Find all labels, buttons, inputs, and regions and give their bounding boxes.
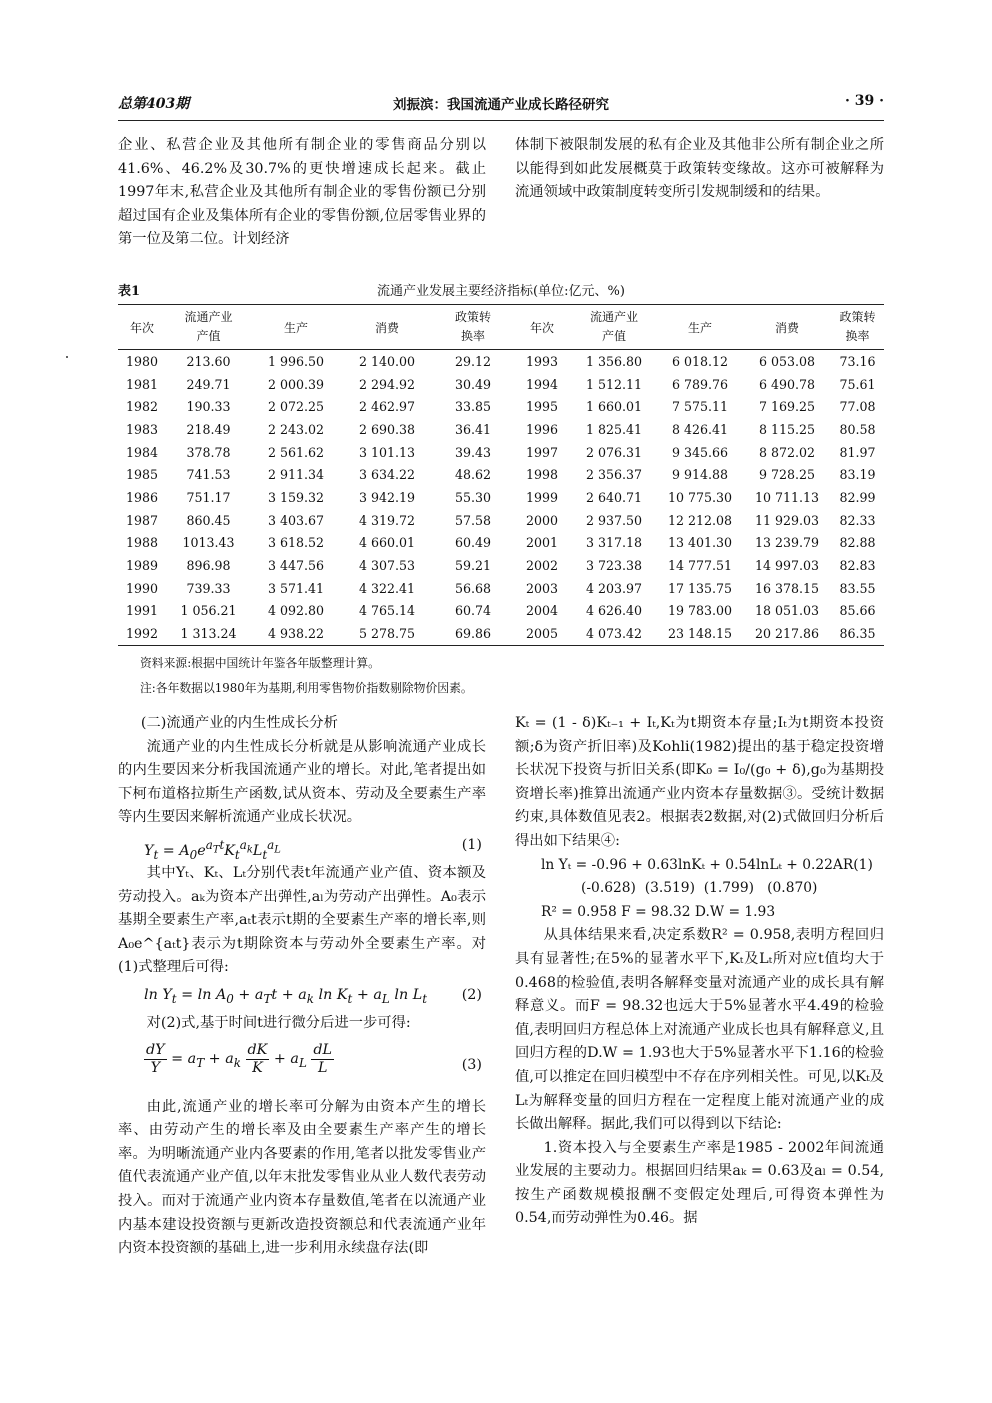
table-cell: 16 378.15	[754, 580, 820, 596]
left-column	[118, 712, 486, 1261]
table-cell: 9 345.66	[671, 444, 729, 460]
table-row	[118, 600, 884, 623]
col-policy: 政策转 换率	[831, 305, 884, 350]
table-cell: 378.78	[186, 444, 231, 460]
table-cell: 2 243.02	[267, 421, 325, 437]
table-row	[118, 373, 884, 396]
table-cell: 2 462.97	[358, 399, 416, 415]
table-cell: 2 356.37	[585, 467, 643, 483]
col-consumption: 消费	[341, 305, 433, 350]
table-cell: 11 929.03	[754, 512, 820, 528]
table-cell: 1 825.41	[585, 421, 643, 437]
table-cell: 23 148.15	[657, 622, 743, 645]
table-cell: 860.45	[186, 512, 231, 528]
equation-3-number: (3)	[461, 1056, 482, 1073]
col-policy: 政策转 换率	[433, 305, 513, 350]
table-cell: 10 775.30	[667, 489, 733, 505]
table-cell: 59.21	[454, 558, 492, 574]
running-header	[118, 93, 884, 117]
table-row	[118, 509, 884, 532]
table-label: 表1	[118, 284, 141, 299]
table-cell: 4 322.41	[358, 580, 416, 596]
table-cell: 3 159.32	[267, 489, 325, 505]
table-row	[118, 418, 884, 441]
table-cell: 4 307.53	[358, 558, 416, 574]
equation-1	[144, 834, 486, 862]
table-row	[118, 622, 884, 645]
equation-1-number: (1)	[461, 836, 482, 853]
table-cell: 81.97	[839, 444, 876, 460]
table-cell: 1981	[125, 376, 159, 392]
right-paragraph-1: Kₜ = (1 - δ)Kₜ₋₁ + Iₜ,Kₜ为t期资本存量;Iₜ为t期资本投资额;δ为资产折旧率)及Kohli(1982)提出的基于稳定投资增长状况下投资与折旧关系(即K₀ = I₀/(g₀ + δ),g₀为基期投资增长率)推算出流通产业内资本存量数据③。受统计数据约束,具体数值见表2。根据表2数据,对(2)式做回归分析后得出如下结果④:	[515, 715, 884, 849]
section-heading: (二)流通产业的内生性成长分析	[140, 715, 338, 731]
col-output: 流通产业 产值	[571, 305, 657, 350]
col-year: 年次	[118, 305, 166, 350]
table-cell: 2 561.62	[267, 444, 325, 460]
table-cell: 1998	[525, 467, 559, 483]
equation-1-body: $Y_t = A_0e^{a_Tt}K_t^{a_k}L_t^{a_L}$	[144, 837, 281, 862]
running-title: 刘振滨：我国流通产业成长路径研究	[393, 97, 609, 113]
table-cell: 2 140.00	[358, 353, 416, 369]
issue-number: 总第403期	[118, 96, 190, 112]
left-paragraph-4: 由此,流通产业的增长率可分解为由资本产生的增长率、由劳动产生的增长率及由全要素生产率产生的增长率。为明晰流通产业内各要素的作用,笔者以批发零售业产值代表流通产业产值,以年末批发零售业从业人数代表劳动投入。而对于流通产业内资本存量数值,笔者在以流通产业内基本建设投资额与更新改造投资额总和代表流通产业年内资本投资额的基础上,进一步利用永续盘存法(即	[118, 1098, 486, 1257]
top-right-column	[515, 134, 884, 205]
table-cell: 896.98	[186, 558, 231, 574]
table-cell: 2 072.25	[267, 399, 325, 415]
table-cell: 2005	[513, 622, 571, 645]
table-row	[118, 577, 884, 600]
table-cell: 6 018.12	[671, 353, 729, 369]
table-cell: 85.66	[839, 603, 876, 619]
col-production: 生产	[657, 305, 743, 350]
table-cell: 4 092.80	[267, 603, 325, 619]
table-cell: 3 618.52	[267, 535, 325, 551]
top-left-paragraph: 企业、私营企业及其他所有制企业的零售商品分别以41.6%、46.2%及30.7%的更快增速成长起来。截止1997年末,私营企业及其他所有制企业的零售份额已分别超过国有企业及集体所有企业的零售份额,位居零售业界的第一位及第二位。计划经济	[118, 137, 486, 248]
table-cell: 3 723.38	[585, 558, 643, 574]
table-cell: 82.83	[839, 558, 876, 574]
table-row	[118, 532, 884, 555]
table-cell: 1990	[125, 580, 159, 596]
table-row	[118, 486, 884, 509]
table-cell: 2004	[525, 603, 559, 619]
table-cell: 190.33	[186, 399, 231, 415]
table-cell: 1 512.11	[585, 376, 643, 392]
table-cell: 3 101.13	[358, 444, 416, 460]
table-cell: 1 356.80	[585, 353, 643, 369]
table-cell: 9 728.25	[758, 467, 816, 483]
table-cell: 60.74	[454, 603, 492, 619]
col-year: 年次	[513, 305, 571, 350]
table-cell: 19 783.00	[667, 603, 733, 619]
table-note: 注:各年数据以1980年为基期,利用零售物价指数剔除物价因素。	[140, 681, 473, 695]
left-paragraph-1: 流通产业的内生性成长分析就是从影响流通产业成长的内生要因来分析我国流通产业的增长。对此,笔者提出如下柯布道格拉斯生产函数,试从资本、劳动及全要素生产率等内生要因来解析流通产业成长状况。	[118, 738, 486, 826]
table-cell: 4 660.01	[358, 535, 416, 551]
table-cell: 1991	[125, 603, 159, 619]
col-output: 流通产业 产值	[166, 305, 251, 350]
table-cell: 73.16	[839, 353, 876, 369]
table-cell: 17 135.75	[667, 580, 733, 596]
indicators-table	[118, 304, 884, 646]
table-row	[118, 350, 884, 373]
table-cell: 7 575.11	[671, 399, 729, 415]
table-cell: 14 777.51	[667, 558, 733, 574]
right-column	[515, 712, 884, 1231]
table-cell: 57.58	[454, 512, 492, 528]
equation-2-body: $\ln Y_t = \ln A_0 + a_Tt + a_k$ $\ln K_t + a_L$ $\ln L_t$	[144, 986, 428, 1006]
table-cell: 82.88	[839, 535, 876, 551]
table-cell: 1984	[125, 444, 159, 460]
table-cell: 13 401.30	[667, 535, 733, 551]
equation-2	[144, 984, 486, 1008]
table-cell: 8 872.02	[758, 444, 816, 460]
table-cell: 2000	[525, 512, 559, 528]
table-cell: 55.30	[454, 489, 492, 505]
table-cell: 1980	[125, 353, 159, 369]
left-paragraph-2: 其中Yₜ、Kₜ、Lₜ分别代表t年流通产业产值、资本额及劳动投入。aₖ为资本产出弹性,aₗ为劳动产出弹性。A₀表示基期全要素生产率,aₜt表示t期的全要素生产率的增长率,则A₀e^{aₜt}表示为t期除资本与劳动外全要素生产率。对(1)式整理后可得:	[118, 864, 486, 976]
table-cell: 80.58	[839, 421, 876, 437]
table-cell: 213.60	[186, 353, 231, 369]
regression-stats: R² = 0.958 F = 98.32 D.W = 1.93	[541, 903, 776, 920]
col-production: 生产	[251, 305, 341, 350]
table-cell: 1 313.24	[166, 622, 251, 645]
table-cell: 3 634.22	[358, 467, 416, 483]
table-cell: 33.85	[454, 399, 492, 415]
table-cell: 82.33	[839, 512, 876, 528]
table-cell: 6 053.08	[758, 353, 816, 369]
table-cell: 741.53	[186, 467, 231, 483]
table-cell: 20 217.86	[743, 622, 831, 645]
right-paragraph-3: 1.资本投入与全要素生产率是1985 - 2002年间流通业发展的主要动力。根据回归结果aₖ = 0.63及aₗ = 0.54,按生产函数规模报酬不变假定处理后,可得资本弹性为0.54,而劳动弹性为0.46。据	[515, 1139, 884, 1227]
right-paragraph-2: 从具体结果来看,决定系数R² = 0.958,表明方程回归具有显著性;在5%的显著水平下,Kₜ及Lₜ所对应t值均大于0.468的检验值,表明各解释变量对流通产业的成长具有解释意义。而F = 98.32也远大于5%显著水平4.49的检验值,表明回归方程总体上对流通产业成长也具有解释意义,且回归方程的D.W = 1.93也大于5%显著水平下1.16的检验值,可以推定在回归模型中不存在序列相关性。可见,以Kₜ及Lₜ为解释变量的回归方程在一定程度上能对流通产业的成长做出解释。据此,我们可以得到以下结论:	[515, 927, 884, 1133]
table-cell: 2003	[525, 580, 559, 596]
table-cell: 7 169.25	[758, 399, 816, 415]
table-cell: 1013.43	[182, 535, 235, 551]
table-cell: 2 076.31	[585, 444, 643, 460]
regression-equation: ln Yₜ = -0.96 + 0.63lnKₜ + 0.54lnLₜ + 0.22AR(1)	[541, 856, 873, 873]
table-cell: 86.35	[831, 622, 884, 645]
table-cell: 3 447.56	[267, 558, 325, 574]
top-right-paragraph: 体制下被限制发展的私有企业及其他非公所有制企业之所以能得到如此发展概莫于政策转变缘故。这亦可被解释为流通领域中政策制度转变所引发规制缓和的结果。	[515, 137, 884, 201]
equation-3-body: $\frac{dY}{Y}$ = $a_T + a_k$ $\frac{dK}{K}$ + $a_L$ $\frac{dL}{L}$	[146, 1041, 333, 1076]
table-cell: 4 938.22	[251, 622, 341, 645]
table-cell: 1988	[125, 535, 159, 551]
table-cell: 1994	[525, 376, 559, 392]
table-cell: 1997	[525, 444, 559, 460]
table-row	[118, 554, 884, 577]
table-cell: 1995	[525, 399, 559, 415]
table-cell: 2 937.50	[585, 512, 643, 528]
table-cell: 39.43	[454, 444, 492, 460]
table-body	[118, 350, 884, 646]
table-row	[118, 463, 884, 486]
table-cell: 2 911.34	[267, 467, 325, 483]
table-cell: 218.49	[186, 421, 231, 437]
table-cell: 6 490.78	[758, 376, 816, 392]
table-cell: 1993	[525, 353, 559, 369]
table-cell: 1985	[125, 467, 159, 483]
table-cell: 8 426.41	[671, 421, 729, 437]
table-cell: 8 115.25	[758, 421, 816, 437]
table-cell: 14 997.03	[754, 558, 820, 574]
table-cell: 69.86	[433, 622, 513, 645]
left-paragraph-3: 对(2)式,基于时间t进行微分后进一步可得:	[146, 1014, 411, 1031]
table-cell: 6 789.76	[671, 376, 729, 392]
table-cell: 1986	[125, 489, 159, 505]
table-cell: 4 626.40	[585, 603, 643, 619]
top-left-column	[118, 134, 486, 252]
table-cell: 3 942.19	[358, 489, 416, 505]
table-cell: 1992	[118, 622, 166, 645]
table-source: 资料来源:根据中国统计年鉴各年版整理计算。	[140, 656, 380, 670]
table-cell: 1 996.50	[267, 353, 325, 369]
table-cell: 3 317.18	[585, 535, 643, 551]
table-cell: 30.49	[454, 376, 492, 392]
table-cell: 1989	[125, 558, 159, 574]
table-cell: 56.68	[454, 580, 492, 596]
equation-2-number: (2)	[461, 986, 482, 1003]
table-cell: 4 319.72	[358, 512, 416, 528]
table-cell: 2001	[525, 535, 559, 551]
table-cell: 5 278.75	[341, 622, 433, 645]
regression-result	[541, 854, 884, 925]
table-cell: 2 640.71	[585, 489, 643, 505]
table-cell: 4 765.14	[358, 603, 416, 619]
table-cell: 36.41	[454, 421, 492, 437]
table-cell: 1 056.21	[180, 603, 237, 619]
table-cell: 751.17	[186, 489, 231, 505]
table-cell: 9 914.88	[671, 467, 729, 483]
equation-3	[144, 1042, 486, 1086]
table-cell: 13 239.79	[754, 535, 820, 551]
page-number: · 39 ·	[845, 93, 884, 109]
table-cell: 249.71	[186, 376, 231, 392]
table-cell: 83.19	[839, 467, 876, 483]
table-title: 流通产业发展主要经济指标(单位:亿元、%)	[377, 284, 625, 299]
table-cell: 48.62	[454, 467, 492, 483]
col-consumption: 消费	[743, 305, 831, 350]
table-cell: 82.99	[839, 489, 876, 505]
table-cell: 1999	[525, 489, 559, 505]
table-cell: 77.08	[839, 399, 876, 415]
table-cell: 2 690.38	[358, 421, 416, 437]
table-cell: 1987	[125, 512, 159, 528]
table-row	[118, 441, 884, 464]
table-cell: 4 203.97	[585, 580, 643, 596]
table-cell: 3 571.41	[267, 580, 325, 596]
table-cell: 2002	[525, 558, 559, 574]
margin-speck	[66, 356, 68, 358]
table-cell: 1983	[125, 421, 159, 437]
table-cell: 83.55	[839, 580, 876, 596]
table-cell: 60.49	[454, 535, 492, 551]
table-cell: 1996	[525, 421, 559, 437]
table-cell: 12 212.08	[667, 512, 733, 528]
regression-t-values: (-0.628) (3.519) (1.799) (0.870)	[581, 880, 818, 897]
table-cell: 2 294.92	[358, 376, 416, 392]
table-cell: 1982	[125, 399, 159, 415]
table-header-row	[118, 305, 884, 350]
header-rule	[118, 120, 884, 121]
table-row	[118, 395, 884, 418]
table-cell: 1 660.01	[585, 399, 643, 415]
table-cell: 3 403.67	[267, 512, 325, 528]
table-cell: 739.33	[186, 580, 231, 596]
table-cell: 4 073.42	[571, 622, 657, 645]
table-cell: 29.12	[454, 353, 492, 369]
table-cell: 75.61	[839, 376, 876, 392]
table-cell: 10 711.13	[754, 489, 820, 505]
table-cell: 18 051.03	[754, 603, 820, 619]
table-cell: 2 000.39	[267, 376, 325, 392]
